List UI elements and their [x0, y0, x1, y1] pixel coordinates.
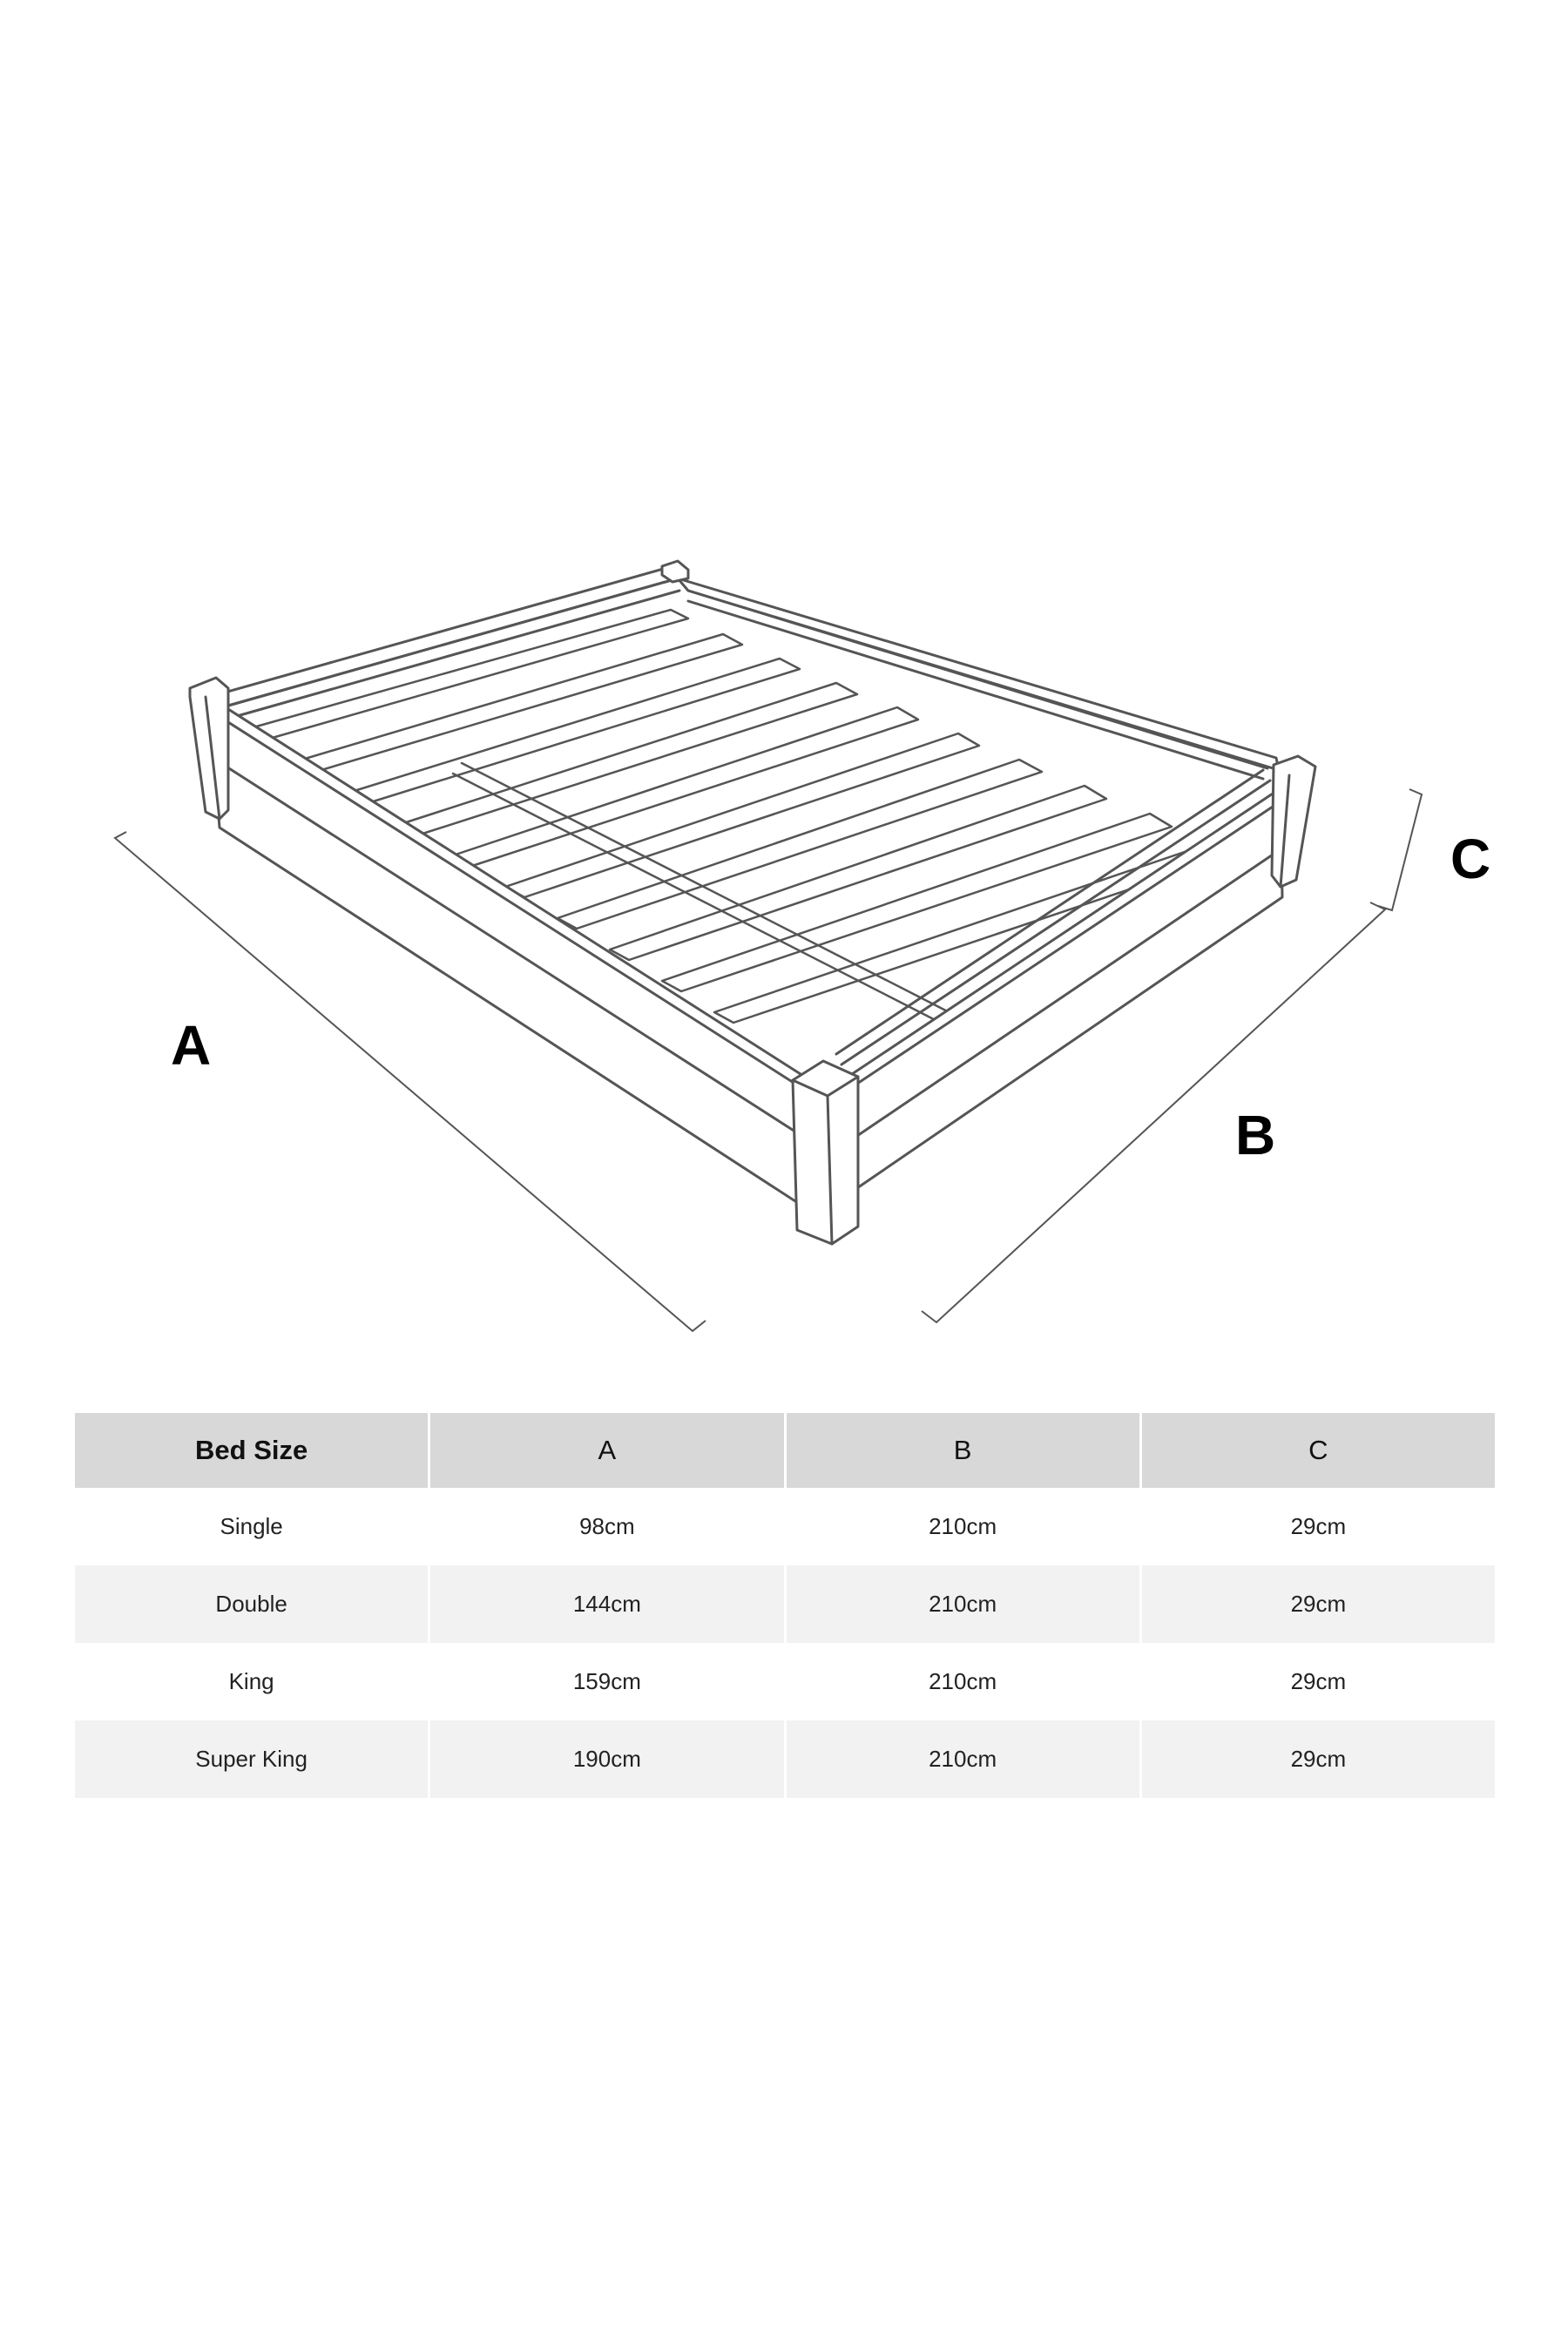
table-row	[75, 1643, 1495, 1720]
cell-bed-size: Single	[75, 1488, 428, 1565]
cell-b: 210cm	[787, 1643, 1139, 1720]
bed-frame-icon	[190, 561, 1315, 1244]
cell-c: 29cm	[1142, 1565, 1495, 1643]
header-row	[75, 1413, 1495, 1488]
header-cell-c: C	[1142, 1413, 1495, 1488]
dimension-label-a: A	[171, 1014, 212, 1077]
cell-a: 144cm	[430, 1565, 783, 1643]
cell-c: 29cm	[1142, 1488, 1495, 1565]
table-header	[75, 1413, 1495, 1488]
cell-b: 210cm	[787, 1565, 1139, 1643]
cell-a: 98cm	[430, 1488, 783, 1565]
header-cell-a: A	[430, 1413, 783, 1488]
dimension-label-b: B	[1235, 1104, 1276, 1166]
cell-a: 159cm	[430, 1643, 783, 1720]
table-body	[75, 1488, 1495, 1798]
back-rail	[209, 568, 679, 720]
bed-size-table	[72, 1413, 1497, 1798]
corner-post-back-left	[190, 678, 228, 819]
header-cell-bed-size: Bed Size	[75, 1413, 428, 1488]
cell-c: 29cm	[1142, 1643, 1495, 1720]
cell-c: 29cm	[1142, 1720, 1495, 1798]
cell-a: 190cm	[430, 1720, 783, 1798]
cell-bed-size: Double	[75, 1565, 428, 1643]
cell-bed-size: King	[75, 1643, 428, 1720]
cell-b: 210cm	[787, 1488, 1139, 1565]
table-row	[75, 1488, 1495, 1565]
header-cell-b: B	[787, 1413, 1139, 1488]
front-rail	[836, 770, 1282, 1193]
cell-b: 210cm	[787, 1720, 1139, 1798]
corner-post-front-right	[1272, 756, 1315, 887]
dimension-line-c	[1378, 789, 1422, 910]
table-row	[75, 1720, 1495, 1798]
corner-post-front-left	[793, 1061, 858, 1244]
dimension-label-c: C	[1450, 828, 1491, 890]
table-row	[75, 1565, 1495, 1643]
corner-post-back-right	[662, 561, 688, 582]
cell-bed-size: Super King	[75, 1720, 428, 1798]
